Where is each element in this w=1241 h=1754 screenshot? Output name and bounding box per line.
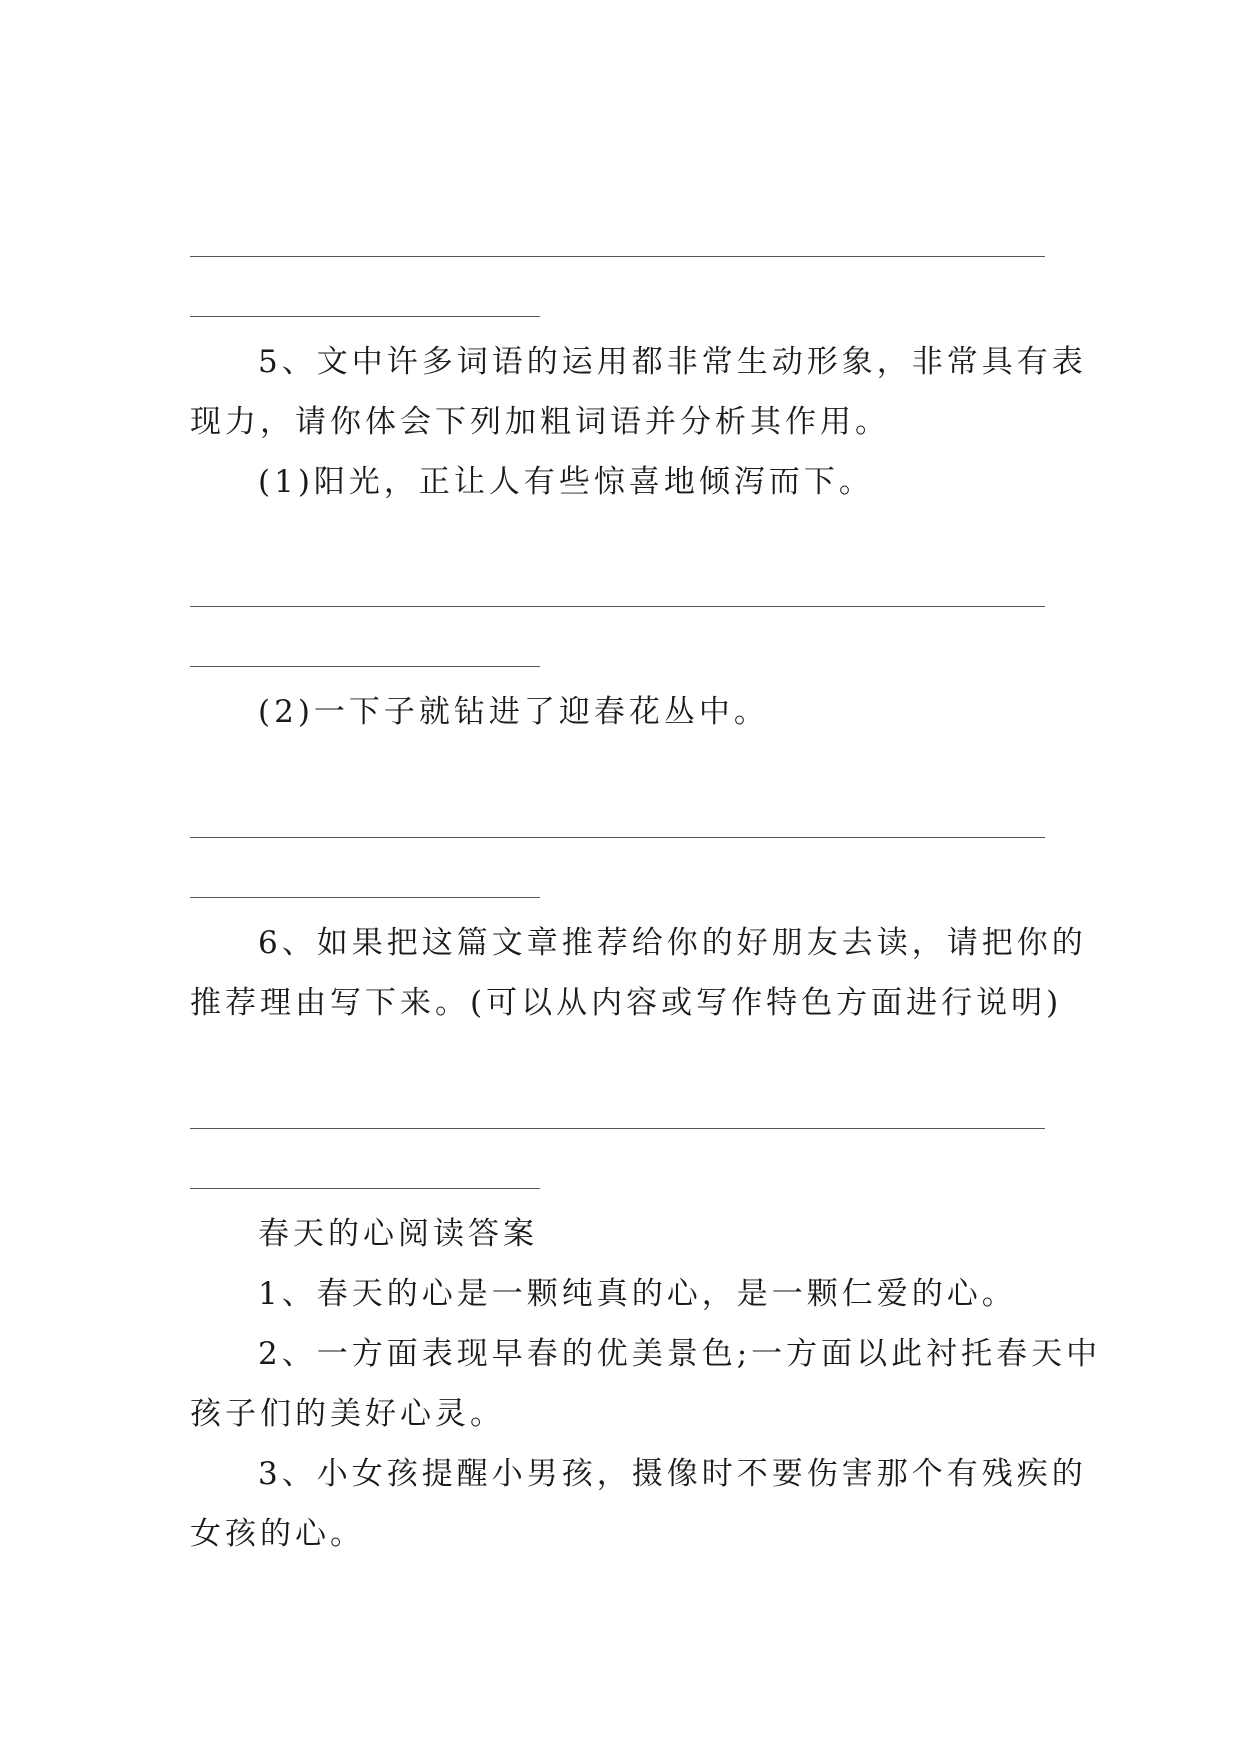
answers-title: 春天的心阅读答案 — [258, 1216, 538, 1252]
question-6-line-2: 推荐理由写下来。(可以从内容或写作特色方面进行说明) — [190, 985, 1063, 1021]
answer-blank-line — [190, 316, 540, 317]
answer-3-line-1: 3、小女孩提醒小男孩，摄像时不要伤害那个有残疾的 — [258, 1456, 1087, 1492]
answer-2-line-2: 孩子们的美好心灵。 — [190, 1396, 505, 1432]
answer-3-line-2: 女孩的心。 — [190, 1516, 365, 1552]
answer-blank-line — [190, 1188, 540, 1189]
answer-blank-line — [190, 606, 1045, 607]
answer-blank-line — [190, 897, 540, 898]
question-5-sub-2: (2)一下子就钻进了迎春花丛中。 — [258, 694, 769, 730]
question-6-line-1: 6、如果把这篇文章推荐给你的好朋友去读，请把你的 — [258, 925, 1087, 961]
answer-1: 1、春天的心是一颗纯真的心，是一颗仁爱的心。 — [258, 1276, 1017, 1312]
answer-blank-line — [190, 666, 540, 667]
question-5-line-1: 5、文中许多词语的运用都非常生动形象，非常具有表 — [258, 344, 1087, 380]
answer-blank-line — [190, 1128, 1045, 1129]
question-5-sub-1: (1)阳光，正让人有些惊喜地倾泻而下。 — [258, 464, 874, 500]
question-5-line-2: 现力，请你体会下列加粗词语并分析其作用。 — [190, 404, 890, 440]
answer-2-line-1: 2、一方面表现早春的优美景色;一方面以此衬托春天中 — [258, 1336, 1102, 1372]
answer-blank-line — [190, 837, 1045, 838]
answer-blank-line — [190, 256, 1045, 257]
